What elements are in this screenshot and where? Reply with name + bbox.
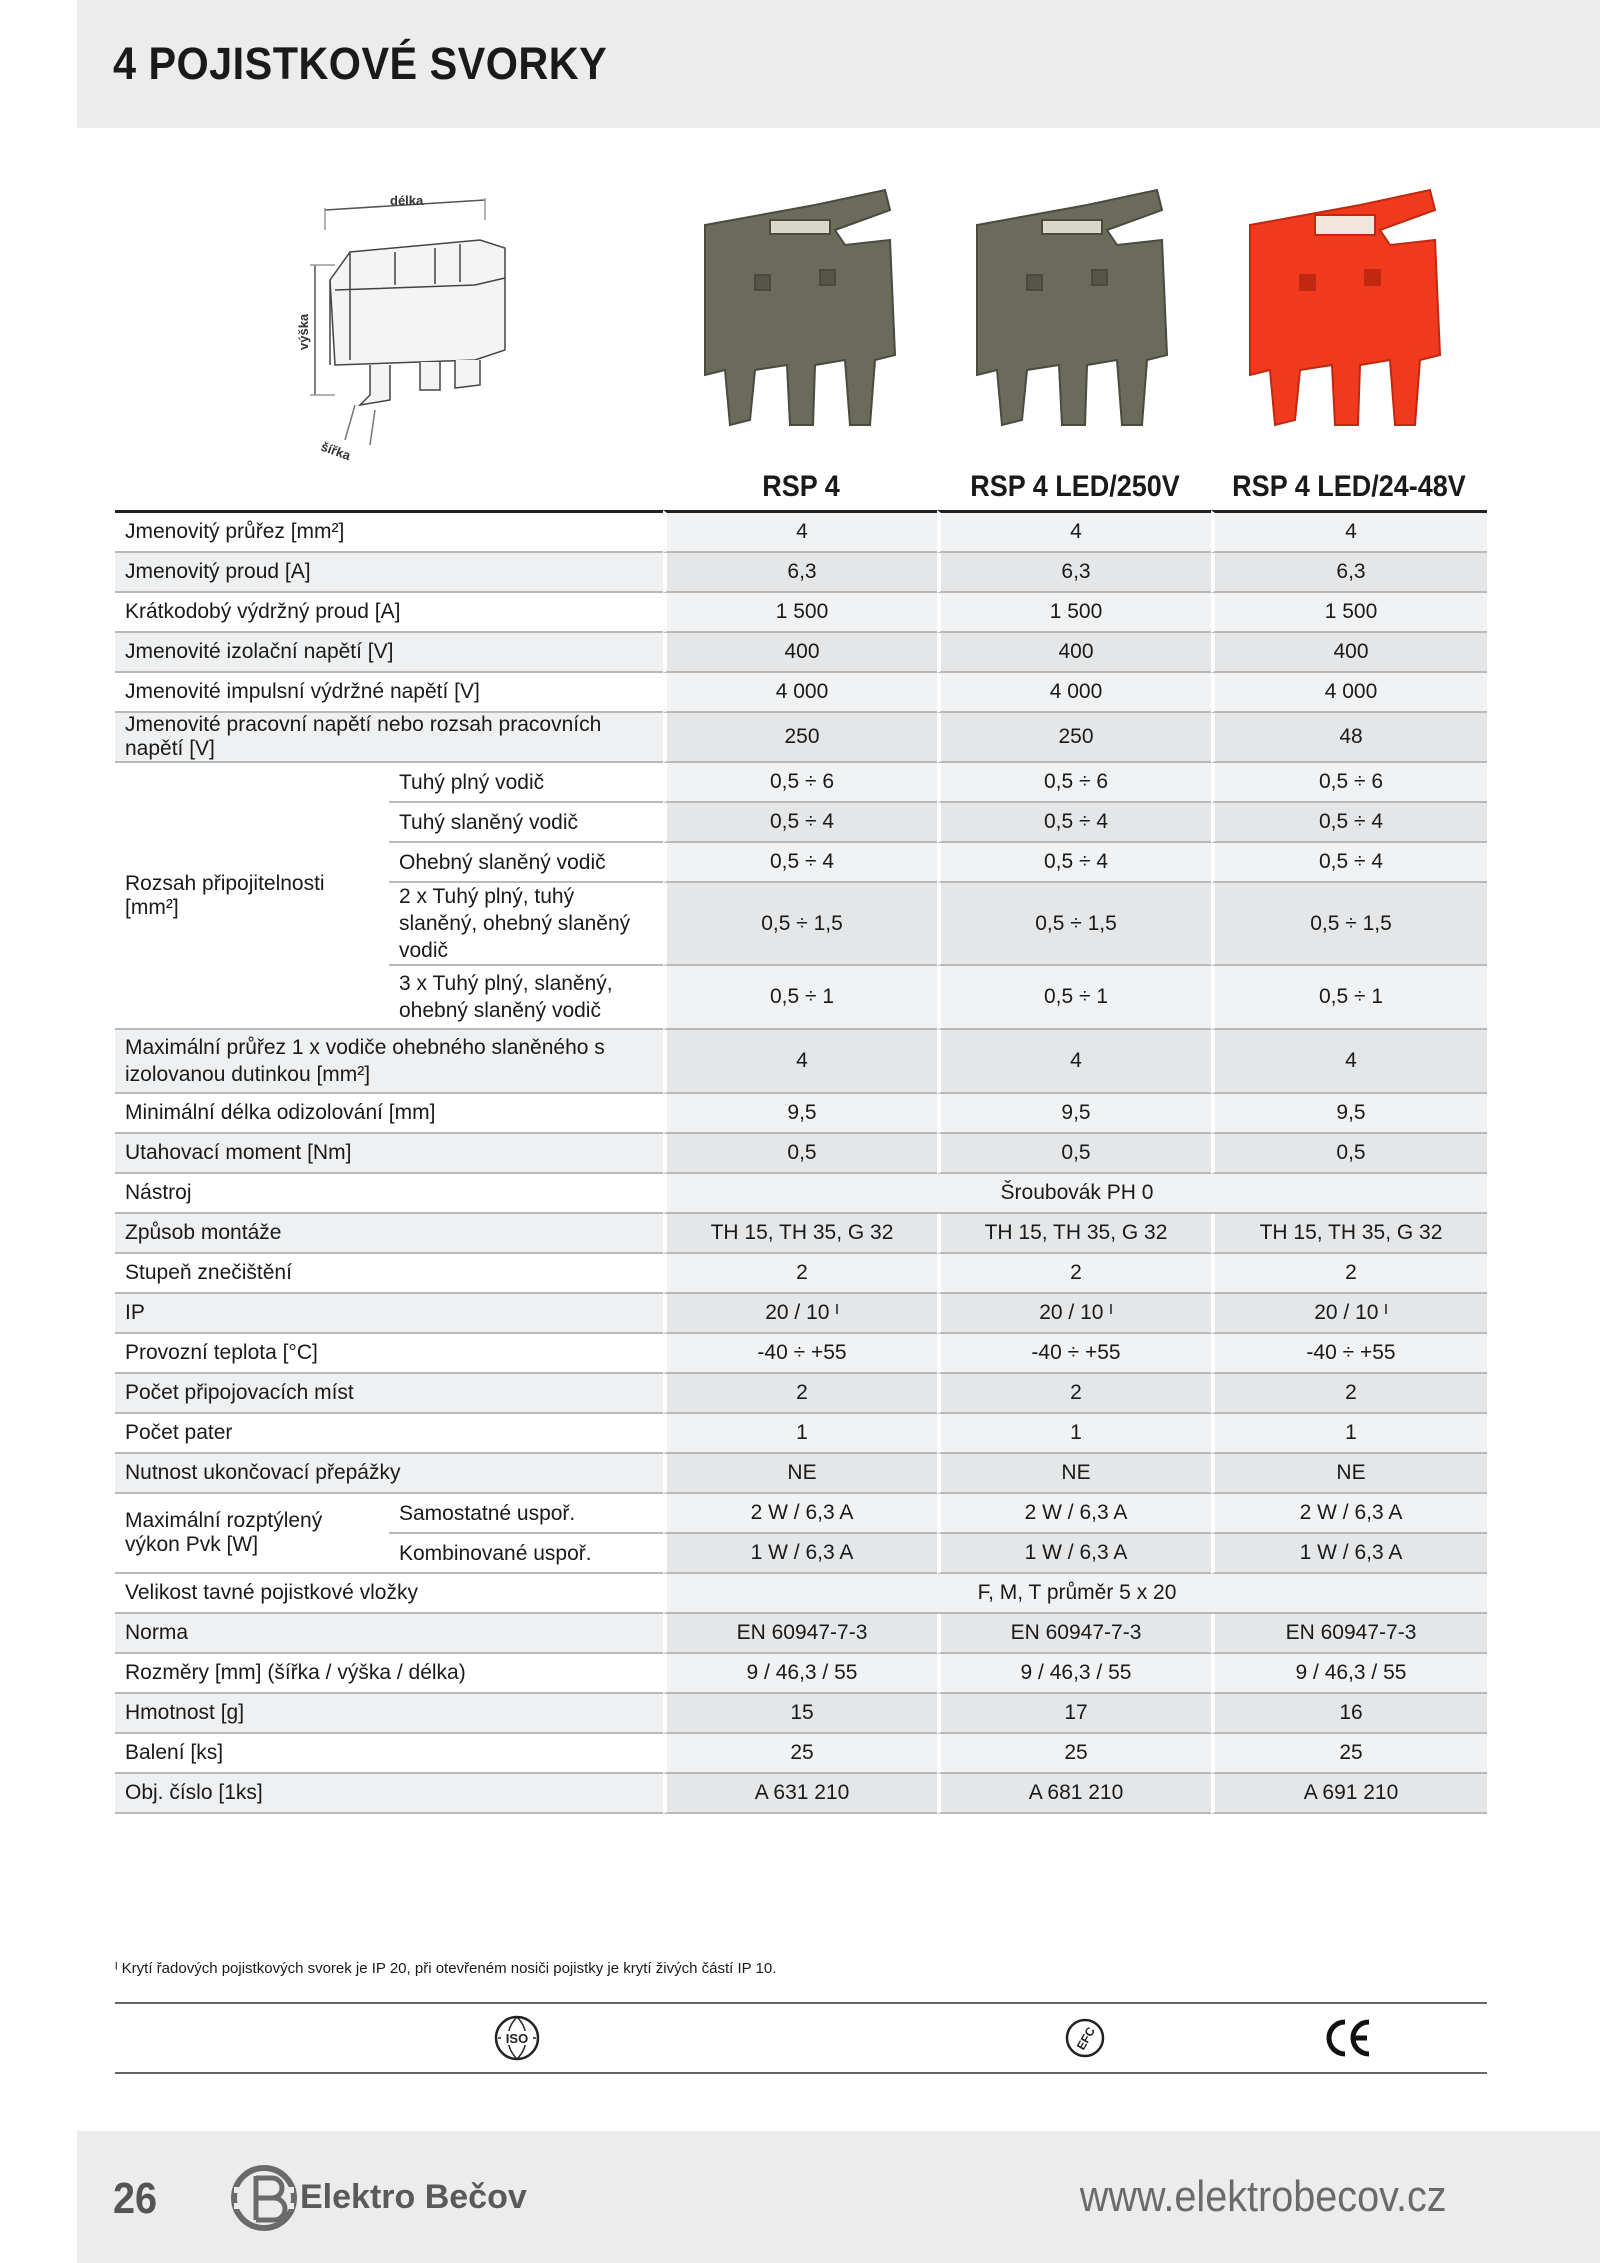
value-cell: 0,5 ÷ 1,5 — [1211, 883, 1487, 966]
value-cell: 0,5 — [1211, 1134, 1487, 1174]
value-cell: EN 60947-7-3 — [937, 1614, 1211, 1654]
value-cell: 4 — [1211, 1030, 1487, 1094]
table-row — [115, 1030, 1487, 1094]
table-row — [115, 1414, 1487, 1454]
value-cell: 20 / 10 ᴵ — [1211, 1294, 1487, 1334]
table-row — [115, 1214, 1487, 1254]
value-cell: 0,5 ÷ 4 — [663, 803, 937, 843]
ce-icon — [1325, 2014, 1373, 2062]
value-cell: 4 — [663, 510, 937, 553]
value-cell: 2 W / 6,3 A — [663, 1494, 937, 1534]
value-cell: 25 — [937, 1734, 1211, 1774]
table-row — [115, 763, 1487, 803]
product-image-rsp4-led-24-48v — [1240, 185, 1450, 435]
value-cell: 1 W / 6,3 A — [937, 1534, 1211, 1574]
value-cell: -40 ÷ +55 — [937, 1334, 1211, 1374]
value-cell: 1 — [1211, 1414, 1487, 1454]
row-label: Jmenovité pracovní napětí nebo rozsah pracovních napětí [V] — [115, 713, 663, 763]
value-cell: 1 500 — [1211, 593, 1487, 633]
value-cell: NE — [663, 1454, 937, 1494]
table-row — [115, 1374, 1487, 1414]
table-row — [115, 1734, 1487, 1774]
row-label: Počet připojovacích míst — [115, 1374, 663, 1414]
width-label: šířka — [318, 438, 353, 464]
value-cell: 0,5 ÷ 1 — [1211, 966, 1487, 1030]
value-cell: -40 ÷ +55 — [1211, 1334, 1487, 1374]
value-cell: 250 — [663, 713, 937, 763]
value-cell: 0,5 — [663, 1134, 937, 1174]
value-cell: NE — [1211, 1454, 1487, 1494]
efc-icon — [1061, 2014, 1109, 2062]
value-cell: 1 — [937, 1414, 1211, 1454]
value-cell: 4 — [1211, 510, 1487, 553]
group-label: Maximální rozptýlený výkon Pvk [W] — [115, 1494, 389, 1574]
value-cell: 4 000 — [937, 673, 1211, 713]
value-cell: 0,5 — [937, 1134, 1211, 1174]
row-label: Hmotnost [g] — [115, 1694, 663, 1734]
value-cell: 9,5 — [937, 1094, 1211, 1134]
value-cell: 0,5 ÷ 6 — [1211, 763, 1487, 803]
table-row — [115, 510, 1487, 553]
value-cell: 48 — [1211, 713, 1487, 763]
table-row — [115, 1254, 1487, 1294]
table-row — [115, 1494, 1487, 1534]
value-cell: 0,5 ÷ 6 — [937, 763, 1211, 803]
value-cell: 9 / 46,3 / 55 — [1211, 1654, 1487, 1694]
value-cell: 250 — [937, 713, 1211, 763]
value-cell: 9,5 — [663, 1094, 937, 1134]
column-header: RSP 4 LED/24-48V — [1232, 470, 1466, 503]
dimension-diagram — [275, 190, 525, 470]
page-number: 26 — [113, 2174, 158, 2223]
value-cell: NE — [937, 1454, 1211, 1494]
value-cell: 20 / 10 ᴵ — [663, 1294, 937, 1334]
row-label: IP — [115, 1294, 663, 1334]
row-label: Utahovací moment [Nm] — [115, 1134, 663, 1174]
row-label: Rozměry [mm] (šířka / výška / délka) — [115, 1654, 663, 1694]
table-row — [115, 1694, 1487, 1734]
table-row — [115, 1774, 1487, 1814]
value-cell: 2 W / 6,3 A — [1211, 1494, 1487, 1534]
row-label: Provozní teplota [°C] — [115, 1334, 663, 1374]
value-cell: EN 60947-7-3 — [663, 1614, 937, 1654]
value-cell: 1 W / 6,3 A — [1211, 1534, 1487, 1574]
value-cell: 9 / 46,3 / 55 — [663, 1654, 937, 1694]
efc-text: EFC — [1073, 2024, 1098, 2053]
value-cell: F, M, T průměr 5 x 20 — [663, 1574, 1487, 1614]
value-cell: EN 60947-7-3 — [1211, 1614, 1487, 1654]
row-label: Jmenovitý proud [A] — [115, 553, 663, 593]
value-cell: 2 — [1211, 1254, 1487, 1294]
value-cell: 0,5 ÷ 1,5 — [663, 883, 937, 966]
value-cell: 2 — [937, 1254, 1211, 1294]
value-cell: 0,5 ÷ 1 — [937, 966, 1211, 1030]
table-row — [115, 1614, 1487, 1654]
value-cell: 400 — [663, 633, 937, 673]
value-cell: 0,5 ÷ 4 — [1211, 843, 1487, 883]
sub-label: Tuhý plný vodič — [389, 763, 663, 803]
row-label: Nutnost ukončovací přepážky — [115, 1454, 663, 1494]
product-image-rsp4-led-250v — [967, 185, 1177, 435]
value-cell: 0,5 ÷ 1,5 — [937, 883, 1211, 966]
length-label: délka — [390, 193, 424, 208]
row-label: Maximální průřez 1 x vodiče ohebného slaněného s izolovanou dutinkou [mm²] — [115, 1030, 663, 1094]
table-row — [115, 1174, 1487, 1214]
sub-label: Samostatné uspoř. — [389, 1494, 663, 1534]
value-cell: 0,5 ÷ 1 — [663, 966, 937, 1030]
sub-label: Kombinované uspoř. — [389, 1534, 663, 1574]
table-row — [115, 673, 1487, 713]
sub-label: 2 x Tuhý plný, tuhý slaněný, ohebný slaněný vodič — [389, 883, 663, 966]
value-cell: 25 — [1211, 1734, 1487, 1774]
value-cell: 6,3 — [1211, 553, 1487, 593]
value-cell: 2 — [937, 1374, 1211, 1414]
row-label: Balení [ks] — [115, 1734, 663, 1774]
value-cell: 2 — [663, 1374, 937, 1414]
value-cell: 0,5 ÷ 4 — [937, 843, 1211, 883]
spec-table — [115, 510, 1487, 1814]
value-cell: 6,3 — [663, 553, 937, 593]
row-label: Způsob montáže — [115, 1214, 663, 1254]
page-title: 4 POJISTKOVÉ SVORKY — [113, 38, 608, 89]
value-cell: 0,5 ÷ 4 — [1211, 803, 1487, 843]
value-cell: 0,5 ÷ 4 — [663, 843, 937, 883]
value-cell: 2 — [1211, 1374, 1487, 1414]
value-cell: 0,5 ÷ 6 — [663, 763, 937, 803]
row-label: Norma — [115, 1614, 663, 1654]
column-header: RSP 4 — [762, 470, 840, 503]
group-label: Rozsah připojitelnosti [mm²] — [115, 763, 389, 1030]
row-label: Jmenovité impulsní výdržné napětí [V] — [115, 673, 663, 713]
value-cell: -40 ÷ +55 — [663, 1334, 937, 1374]
table-row — [115, 1134, 1487, 1174]
row-label: Obj. číslo [1ks] — [115, 1774, 663, 1814]
value-cell: A 691 210 — [1211, 1774, 1487, 1814]
table-row — [115, 1574, 1487, 1614]
sub-label: 3 x Tuhý plný, slaněný, ohebný slaněný vodič — [389, 966, 663, 1030]
row-label: Velikost tavné pojistkové vložky — [115, 1574, 663, 1614]
value-cell: 16 — [1211, 1694, 1487, 1734]
value-cell: 1 — [663, 1414, 937, 1454]
value-cell: 4 000 — [1211, 673, 1487, 713]
value-cell: 1 500 — [663, 593, 937, 633]
sub-label: Ohebný slaněný vodič — [389, 843, 663, 883]
value-cell: TH 15, TH 35, G 32 — [1211, 1214, 1487, 1254]
value-cell: 400 — [1211, 633, 1487, 673]
row-label: Krátkodobý výdržný proud [A] — [115, 593, 663, 633]
table-row — [115, 553, 1487, 593]
value-cell: 0,5 ÷ 4 — [937, 803, 1211, 843]
value-cell: 17 — [937, 1694, 1211, 1734]
brand-name: Elektro Bečov — [300, 2178, 527, 2216]
iso-icon — [493, 2014, 541, 2062]
value-cell: A 681 210 — [937, 1774, 1211, 1814]
value-cell: 4 000 — [663, 673, 937, 713]
value-cell: 25 — [663, 1734, 937, 1774]
table-row — [115, 1094, 1487, 1134]
row-label: Jmenovité izolační napětí [V] — [115, 633, 663, 673]
row-label: Stupeň znečištění — [115, 1254, 663, 1294]
sub-label: Tuhý slaněný vodič — [389, 803, 663, 843]
value-cell: 2 — [663, 1254, 937, 1294]
certification-bar — [115, 2002, 1487, 2074]
value-cell: 1 500 — [937, 593, 1211, 633]
product-image-rsp4 — [695, 185, 905, 435]
row-label: Jmenovitý průřez [mm²] — [115, 510, 663, 553]
value-cell: 6,3 — [937, 553, 1211, 593]
table-row — [115, 1334, 1487, 1374]
table-row — [115, 593, 1487, 633]
value-cell: A 631 210 — [663, 1774, 937, 1814]
value-cell: TH 15, TH 35, G 32 — [663, 1214, 937, 1254]
value-cell: 4 — [663, 1030, 937, 1094]
row-label: Počet pater — [115, 1414, 663, 1454]
value-cell: 4 — [937, 1030, 1211, 1094]
table-row — [115, 1294, 1487, 1334]
table-row — [115, 713, 1487, 763]
column-header: RSP 4 LED/250V — [970, 470, 1180, 503]
row-label: Minimální délka odizolování [mm] — [115, 1094, 663, 1134]
value-cell: 9,5 — [1211, 1094, 1487, 1134]
iso-text: ISO — [505, 2031, 529, 2046]
value-cell: 400 — [937, 633, 1211, 673]
value-cell: 9 / 46,3 / 55 — [937, 1654, 1211, 1694]
value-cell: 4 — [937, 510, 1211, 553]
row-label: Nástroj — [115, 1174, 663, 1214]
table-row — [115, 1454, 1487, 1494]
value-cell: Šroubovák PH 0 — [663, 1174, 1487, 1214]
footnote: ᴵ Krytí řadových pojistkových svorek je IP 20, při otevřeném nosiči pojistky je krytí živých částí IP 10. — [115, 1960, 777, 1977]
height-label: výška — [296, 313, 311, 350]
value-cell: TH 15, TH 35, G 32 — [937, 1214, 1211, 1254]
value-cell: 1 W / 6,3 A — [663, 1534, 937, 1574]
value-cell: 20 / 10 ᴵ — [937, 1294, 1211, 1334]
value-cell: 15 — [663, 1694, 937, 1734]
table-row — [115, 1654, 1487, 1694]
website-url[interactable]: www.elektrobecov.cz — [1080, 2172, 1447, 2221]
value-cell: 2 W / 6,3 A — [937, 1494, 1211, 1534]
table-row — [115, 633, 1487, 673]
